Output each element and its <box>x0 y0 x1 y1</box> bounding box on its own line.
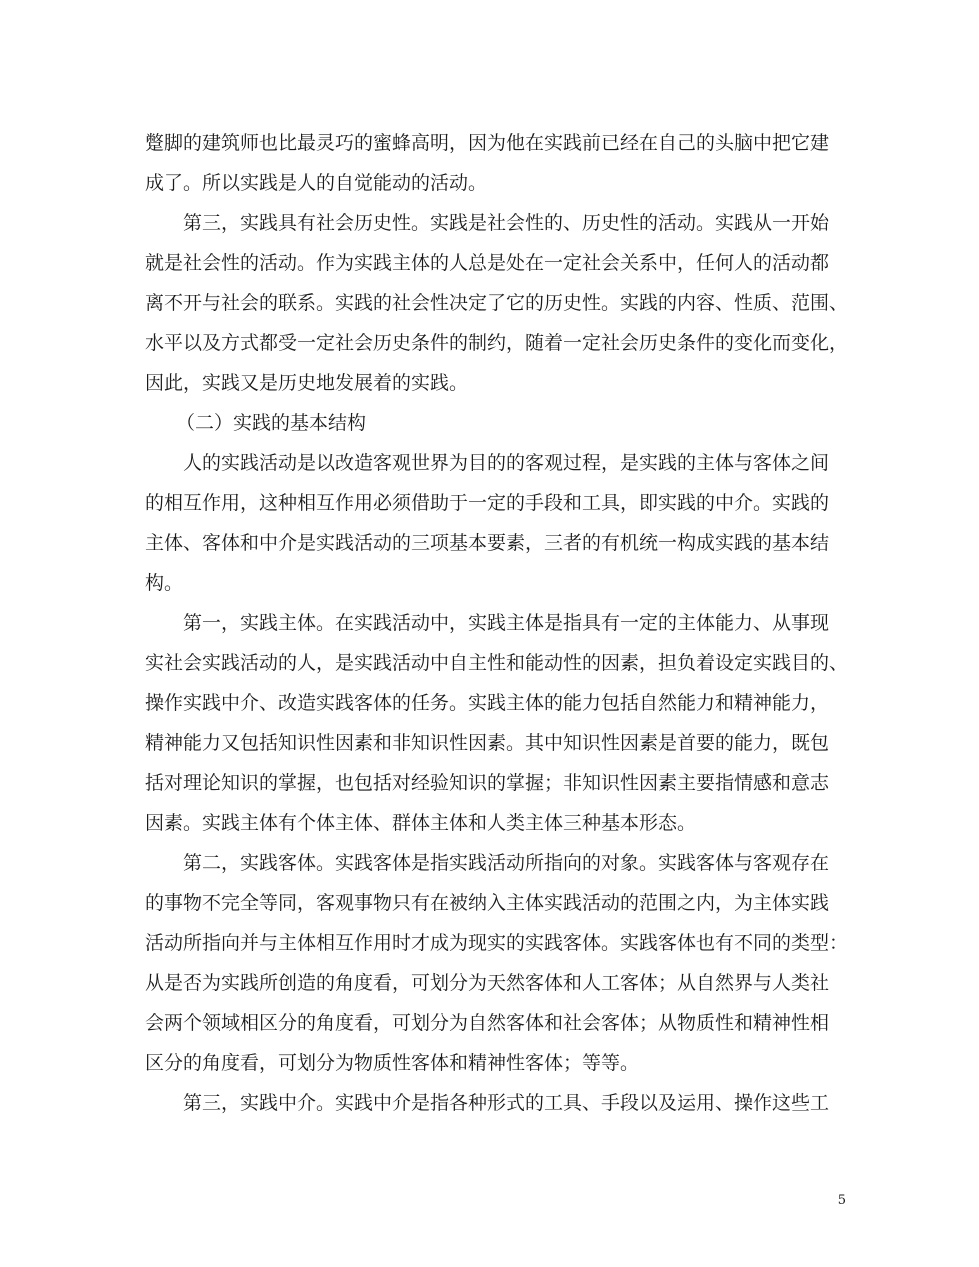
text-line: 区分的角度看，可划分为物质性客体和精神性客体；等等。 <box>145 1052 640 1074</box>
text-line: 实社会实践活动的人，是实践活动中自主性和能动性的因素，担负着设定实践目的、 <box>145 652 849 674</box>
text-line: 人的实践活动是以改造客观世界为目的的客观过程，是实践的主体与客体之间 <box>183 452 830 474</box>
text-line: 从是否为实践所创造的角度看，可划分为天然客体和人工客体；从自然界与人类社 <box>145 972 830 994</box>
text-line: 成了。所以实践是人的自觉能动的活动。 <box>145 172 488 194</box>
section-heading: （二）实践的基本结构 <box>176 412 367 434</box>
text-line: 精神能力又包括知识性因素和非知识性因素。其中知识性因素是首要的能力，既包 <box>145 732 830 754</box>
text-line: 会两个领域相区分的角度看，可划分为自然客体和社会客体；从物质性和精神性相 <box>145 1012 830 1034</box>
text-line: 第三，实践中介。实践中介是指各种形式的工具、手段以及运用、操作这些工 <box>183 1092 830 1114</box>
text-line: 第二，实践客体。实践客体是指实践活动所指向的对象。实践客体与客观存在 <box>183 852 830 874</box>
text-line: 因素。实践主体有个体主体、群体主体和人类主体三种基本形态。 <box>145 812 697 834</box>
text-line: 的相互作用，这种相互作用必须借助于一定的手段和工具，即实践的中介。实践的 <box>145 492 830 514</box>
text-line: 括对理论知识的掌握，也包括对经验知识的掌握；非知识性因素主要指情感和意志 <box>145 772 830 794</box>
text-line: 第一，实践主体。在实践活动中，实践主体是指具有一定的主体能力、从事现 <box>183 612 830 634</box>
text-line: 的事物不完全等同，客观事物只有在被纳入主体实践活动的范围之内，为主体实践 <box>145 892 830 914</box>
text-line: 水平以及方式都受一定社会历史条件的制约，随着一定社会历史条件的变化而变化， <box>145 332 849 354</box>
text-line: 活动所指向并与主体相互作用时才成为现实的实践客体。实践客体也有不同的类型： <box>145 932 849 954</box>
text-line: 主体、客体和中介是实践活动的三项基本要素，三者的有机统一构成实践的基本结 <box>145 532 830 554</box>
text-line: 操作实践中介、改造实践客体的任务。实践主体的能力包括自然能力和精神能力， <box>145 692 830 714</box>
text-line: 蹩脚的建筑师也比最灵巧的蜜蜂高明，因为他在实践前已经在自己的头脑中把它建 <box>145 132 830 154</box>
page-number: 5 <box>837 1193 846 1208</box>
text-line: 因此，实践又是历史地发展着的实践。 <box>145 372 469 394</box>
text-line: 构。 <box>145 572 184 594</box>
text-line: 离不开与社会的联系。实践的社会性决定了它的历史性。实践的内容、性质、范围、 <box>145 292 849 314</box>
text-line: 第三，实践具有社会历史性。实践是社会性的、历史性的活动。实践从一开始 <box>183 212 830 234</box>
text-line: 就是社会性的活动。作为实践主体的人总是处在一定社会关系中，任何人的活动都 <box>145 252 830 274</box>
